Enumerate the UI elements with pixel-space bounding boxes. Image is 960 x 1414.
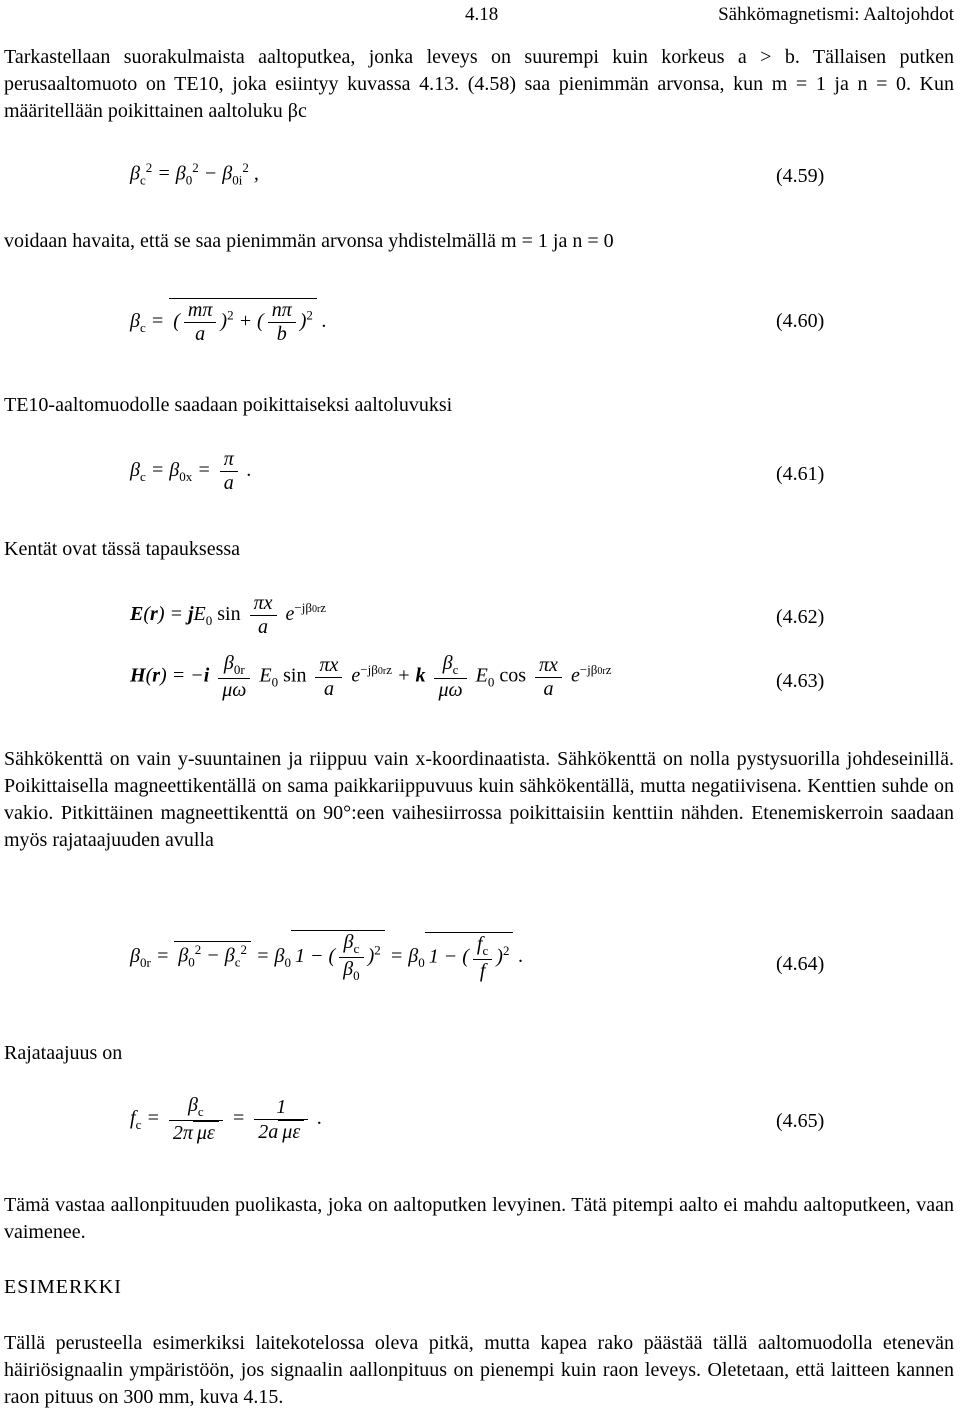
equation-number-4-59: (4.59) — [776, 165, 825, 187]
equation-number-4-60: (4.60) — [776, 310, 825, 332]
paragraph-cutoff: Rajataajuus on — [4, 1042, 123, 1064]
equation-4-65: $f_c$ = $\frac{\beta_c}{\text{2π με}}$ = $\frac{1}{\text{2a με}}$ . — [130, 1094, 323, 1144]
equation-4-62: $E(r) = jE_0$ sin $\frac{\pi x}{a}$ $e^{-j\beta 0rz}$ — [130, 592, 327, 638]
equation-number-4-64: (4.64) — [776, 953, 825, 975]
section-heading-example: ESIMERKKI — [4, 1276, 122, 1298]
paragraph-fields: Kentät ovat tässä tapauksessa — [4, 538, 241, 560]
paragraph-intro: Tarkastellaan suorakulmaista aaltoputkea, jonka leveys on suurempi kuin korkeus a > b. Tällaisen putken perusaaltomuoto on TE10, joka esiintyy kuvassa 4.13. (4.58) saa pienimmän arvonsa, kun m = 1 ja n = 0. Kun määritellään poikittainen aaltoluku βc — [4, 46, 954, 122]
equation-4-63: H(r) = −i $\frac{\beta_{0r}}{\mu\omega}$ $E_0$ sin $\frac{\pi x}{a}$ $e^{-j\beta 0rz} + k$ $\frac{\beta_c}{\mu\omega}$ $E_0$ cos $\frac{\pi x}{a}$ $e^{-j\beta 0rz}$ — [130, 652, 612, 701]
paragraph-half-wavelength: Tämä vastaa aallonpituuden puolikasta, joka on aaltoputken levyinen. Tätä pitempi aalto ei mahdu aaltoputkeen, vaan vaimenee. — [4, 1194, 954, 1243]
chapter-title: Sähkömagnetismi: Aaltojohdot — [718, 4, 954, 25]
paragraph-minimum: voidaan havaita, että se saa pienimmän arvonsa yhdistelmällä m = 1 ja n = 0 — [4, 230, 614, 252]
equation-number-4-63: (4.63) — [776, 670, 825, 692]
paragraph-discussion: Sähkökenttä on vain y-suuntainen ja riippuu vain x-koordinaatista. Sähkökenttä on nolla pystysuorilla johdeseinillä. Poikittaisella magneettikentällä on sama paikkariippuvuus kuin sähkökentällä, mutta negatiivisena. Kenttien suhde on vakio. Pitkittäinen magneettikenttä on 90°:een vaihesiirrossa poikittaisiin kenttiin nähden. Etenemiskerroin saadaan myös rajataajuuden avulla — [4, 748, 954, 851]
equation-number-4-61: (4.61) — [776, 463, 825, 485]
page-number: 4.18 — [465, 4, 499, 25]
equation-4-61: $\beta_c = \beta_{0x}$ = $\frac{\pi}{a}$ . — [130, 448, 252, 494]
equation-number-4-62: (4.62) — [776, 606, 825, 628]
equation-4-60: $\beta_c$ = ( $\frac{m\pi}{a}$ )$^2$ + ( $\frac{n\pi}{b}$ )$^2$ . — [130, 299, 327, 345]
paragraph-te10: TE10-aaltomuodolle saadaan poikittaiseksi aaltoluvuksi — [4, 394, 453, 416]
equation-number-4-65: (4.65) — [776, 1110, 825, 1132]
equation-4-59: $\beta_c^2 = \beta_0^2 - \beta_{0i}^2$ , — [130, 160, 259, 188]
paragraph-example: Tällä perusteella esimerkiksi laitekotelossa oleva pitkä, mutta kapea rako päästää tällä aaltomuodolla etenevän häiriösignaalin ympäristöön, jos signaalin aallonpituus on pienempi kuin raon leveys. Oletetaan, että laitteen kannen raon pituus on 300 mm, kuva 4.15. — [4, 1332, 954, 1408]
equation-4-64: $\beta_{0r} = \beta_0^2 - \beta_c^2 = \beta_0$ 1 − ( $\frac{\beta_c}{\beta_0}$ )$^2 = \beta_0$ 1 − ( $\frac{f_c}{f}$ )$^2$ . — [130, 931, 524, 983]
